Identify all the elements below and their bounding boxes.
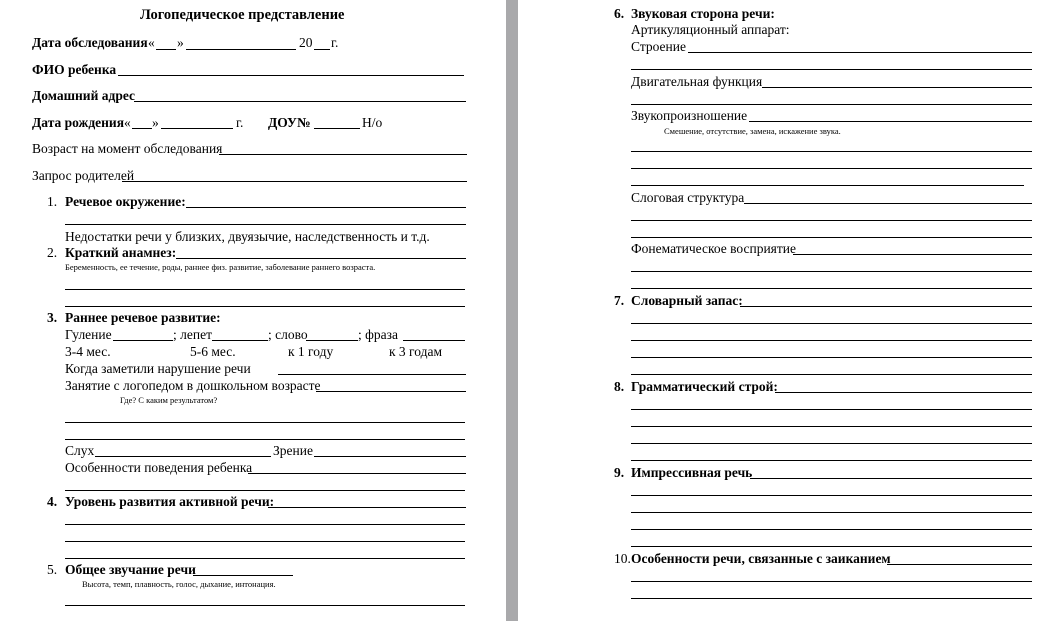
section-8-line[interactable] xyxy=(631,426,1032,427)
section-4-number: 4. xyxy=(47,494,58,509)
exam-date-open-quote: « xyxy=(148,35,155,50)
vision-label: Зрение xyxy=(273,443,313,458)
therapy-line[interactable] xyxy=(65,439,465,440)
phrase-field[interactable] xyxy=(403,340,465,341)
section-1-field[interactable] xyxy=(186,207,466,208)
form-title: Логопедическое представление xyxy=(140,7,345,23)
behavior-field[interactable] xyxy=(248,473,466,474)
phonemic-perception-line[interactable] xyxy=(631,271,1032,272)
therapy-hint: Где? С каким результатом? xyxy=(120,395,218,405)
section-9-line[interactable] xyxy=(631,512,1032,513)
syllable-structure-label: Слоговая структура xyxy=(631,190,745,205)
section-6-number: 6. xyxy=(614,6,625,21)
section-1-line[interactable] xyxy=(65,224,466,225)
section-9-line[interactable] xyxy=(631,495,1032,496)
pronunciation-line[interactable] xyxy=(631,151,1032,152)
exam-date-label: Дата обследования xyxy=(32,35,148,50)
parents-request-field[interactable] xyxy=(122,181,467,182)
therapy-line[interactable] xyxy=(65,422,465,423)
section-8-line[interactable] xyxy=(631,409,1032,410)
section-2-title: Краткий анамнез: xyxy=(65,245,177,260)
section-8-line[interactable] xyxy=(631,460,1032,461)
section-2-field[interactable] xyxy=(176,258,466,259)
section-9-number: 9. xyxy=(614,465,625,480)
cooing-field[interactable] xyxy=(113,340,173,341)
age-cooing: 3-4 мес. xyxy=(65,344,111,359)
section-2-number: 2. xyxy=(47,245,58,260)
form-page-right xyxy=(518,0,1060,621)
exam-date-day-field[interactable] xyxy=(156,49,176,50)
section-8-number: 8. xyxy=(614,379,625,394)
exam-date-year-suffix: г. xyxy=(331,35,339,50)
word-label: ; слово xyxy=(268,327,308,342)
pronunciation-label: Звукопроизношение xyxy=(631,108,748,123)
section-6-title: Звуковая сторона речи: xyxy=(631,6,775,21)
age-at-exam-label: Возраст на момент обследования xyxy=(32,141,223,156)
exam-date-close-quote: » xyxy=(177,35,184,50)
section-8-title: Грамматический строй: xyxy=(631,379,778,394)
apparatus-label: Артикуляционный аппарат: xyxy=(631,22,790,37)
birth-date-label: Дата рождения xyxy=(32,115,125,130)
pronunciation-field[interactable] xyxy=(749,121,1032,122)
section-1-hint: Недостатки речи у близких, двуязычие, наследственность и т.д. xyxy=(65,229,430,244)
pronunciation-hint: Смешение, отсутствие, замена, искажение звука. xyxy=(664,126,841,136)
section-4-title: Уровень развития активной речи: xyxy=(65,494,275,509)
parents-request-label: Запрос родителей xyxy=(32,168,135,183)
phonemic-perception-field[interactable] xyxy=(793,254,1032,255)
vision-field[interactable] xyxy=(314,456,466,457)
section-4-field[interactable] xyxy=(268,507,466,508)
birth-date-year-suffix: г. xyxy=(236,115,244,130)
therapy-label: Занятие с логопедом в дошкольном возрасте xyxy=(65,378,321,393)
hearing-label: Слух xyxy=(65,443,95,458)
behavior-label: Особенности поведения ребенка xyxy=(65,460,253,475)
home-address-label: Домашний адрес xyxy=(32,88,135,103)
structure-label: Строение xyxy=(631,39,686,54)
section-2-line[interactable] xyxy=(65,306,465,307)
pronunciation-line[interactable] xyxy=(631,168,1032,169)
syllable-structure-line[interactable] xyxy=(631,220,1032,221)
age-phrase: к 3 годам xyxy=(389,344,443,359)
behavior-line[interactable] xyxy=(65,490,465,491)
babble-field[interactable] xyxy=(212,340,268,341)
section-5-hint: Высота, темп, плавность, голос, дыхание, интонация. xyxy=(82,579,276,589)
hearing-field[interactable] xyxy=(95,456,271,457)
section-8-line[interactable] xyxy=(631,443,1032,444)
pronunciation-line[interactable] xyxy=(631,185,1024,186)
section-10-field[interactable] xyxy=(887,564,1032,565)
section-9-line[interactable] xyxy=(631,529,1032,530)
section-5-field[interactable] xyxy=(193,575,293,576)
section-9-title: Импрессивная речь xyxy=(631,465,753,480)
structure-line[interactable] xyxy=(631,69,1032,70)
motor-function-field[interactable] xyxy=(762,87,1032,88)
word-field[interactable] xyxy=(306,340,358,341)
section-9-field[interactable] xyxy=(750,478,1032,479)
exam-date-year-field[interactable] xyxy=(314,49,330,50)
section-1-number: 1. xyxy=(47,194,58,209)
motor-function-line[interactable] xyxy=(631,104,1032,105)
noticed-field[interactable] xyxy=(278,374,466,375)
form-page-left xyxy=(0,0,506,621)
section-1-title: Речевое окружение: xyxy=(65,194,186,209)
section-4-line[interactable] xyxy=(65,524,465,525)
section-3-number: 3. xyxy=(47,310,58,325)
babble-label: ; лепет xyxy=(173,327,212,342)
section-5-number: 5. xyxy=(47,562,58,577)
birth-date-open-quote: « xyxy=(124,115,131,130)
section-10-number: 10. xyxy=(614,551,631,566)
dou-number-field[interactable] xyxy=(314,128,360,129)
section-7-line[interactable] xyxy=(631,323,1032,324)
noticed-label: Когда заметили нарушение речи xyxy=(65,361,251,376)
section-4-line[interactable] xyxy=(65,541,465,542)
child-name-field[interactable] xyxy=(118,75,464,76)
section-7-line[interactable] xyxy=(631,357,1032,358)
birth-date-close-quote: » xyxy=(152,115,159,130)
section-2-hint: Беременность, ее течение, роды, раннее физ. развитие, заболевание раннего возраста. xyxy=(65,262,376,272)
section-2-line[interactable] xyxy=(65,289,465,290)
child-name-label: ФИО ребенка xyxy=(32,62,117,77)
phonemic-perception-label: Фонематическое восприятие xyxy=(631,241,796,256)
cooing-label: Гуление xyxy=(65,327,112,342)
dou-label: ДОУ№ xyxy=(268,115,311,130)
home-address-field[interactable] xyxy=(134,101,466,102)
motor-function-label: Двигательная функция xyxy=(631,74,763,89)
birth-date-month-field[interactable] xyxy=(161,128,233,129)
section-9-line[interactable] xyxy=(631,546,1032,547)
section-7-line[interactable] xyxy=(631,374,1032,375)
section-10-line[interactable] xyxy=(631,581,1032,582)
syllable-structure-field[interactable] xyxy=(744,203,1032,204)
section-7-title: Словарный запас: xyxy=(631,293,743,308)
age-babble: 5-6 мес. xyxy=(190,344,236,359)
therapy-field[interactable] xyxy=(316,391,466,392)
age-word: к 1 году xyxy=(288,344,334,359)
section-5-title: Общее звучание речи xyxy=(65,562,196,577)
page-gutter xyxy=(506,0,518,621)
birth-date-day-field[interactable] xyxy=(132,128,152,129)
section-8-field[interactable] xyxy=(775,392,1032,393)
section-4-line[interactable] xyxy=(65,558,465,559)
section-3-title: Раннее речевое развитие: xyxy=(65,310,221,325)
section-7-field[interactable] xyxy=(740,306,1032,307)
section-5-line[interactable] xyxy=(65,605,465,606)
phrase-label: ; фраза xyxy=(358,327,398,342)
exam-date-month-field[interactable] xyxy=(186,49,296,50)
exam-date-year-prefix: 20 xyxy=(299,35,313,50)
syllable-structure-line[interactable] xyxy=(631,237,1032,238)
section-7-line[interactable] xyxy=(631,340,1032,341)
section-10-title: Особенности речи, связанные с заиканием xyxy=(631,551,891,566)
section-7-number: 7. xyxy=(614,293,625,308)
structure-field[interactable] xyxy=(688,52,1032,53)
age-at-exam-field[interactable] xyxy=(219,154,467,155)
phonemic-perception-line[interactable] xyxy=(631,288,1032,289)
section-10-line[interactable] xyxy=(631,598,1032,599)
no-label: Н/о xyxy=(362,115,383,130)
